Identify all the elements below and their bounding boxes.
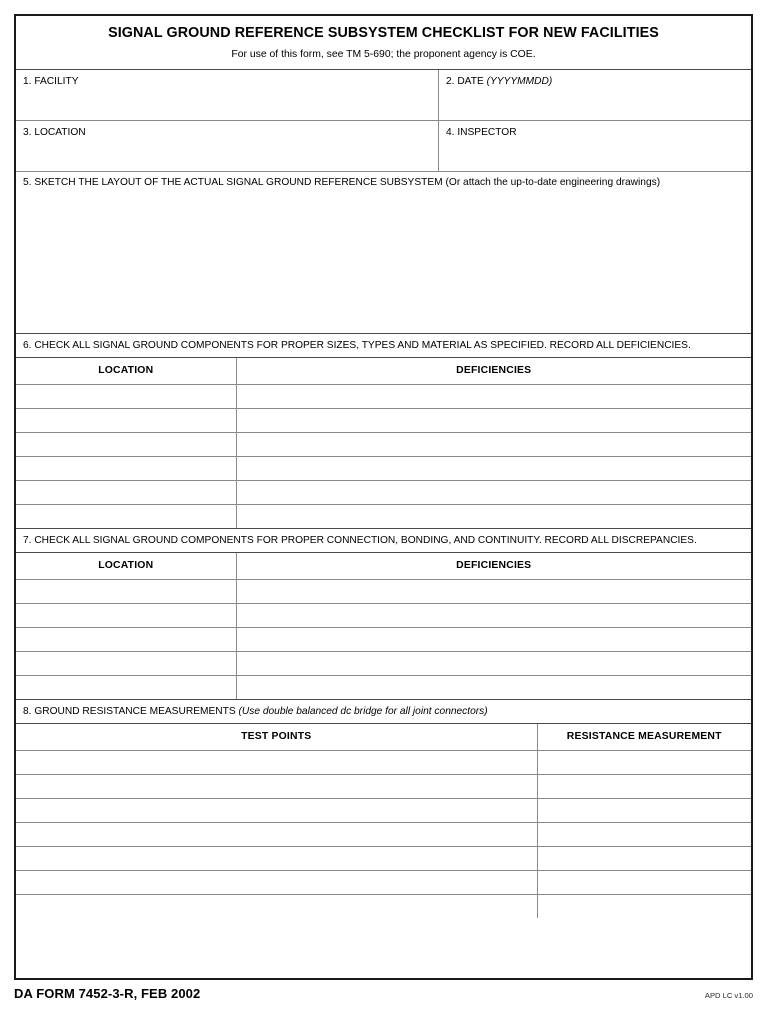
field-inspector[interactable] <box>439 121 751 171</box>
cell-location[interactable] <box>16 579 236 603</box>
cell-deficiencies[interactable] <box>236 603 751 627</box>
cell-test-points[interactable] <box>16 870 537 894</box>
identity-row-1 <box>16 70 751 121</box>
cell-location[interactable] <box>16 504 236 528</box>
form-identifier: DA FORM 7452-3-R, FEB 2002 <box>14 986 201 1001</box>
table-row <box>16 579 751 603</box>
table-row <box>16 480 751 504</box>
table-row <box>16 675 751 699</box>
section-6-table <box>16 358 751 528</box>
section-8-instruction <box>16 700 751 724</box>
cell-resistance[interactable] <box>537 774 751 798</box>
section-8-table-wrap <box>16 724 751 918</box>
column-header-test-points: TEST POINTS <box>16 724 537 751</box>
section-6-table-wrap <box>16 358 751 529</box>
cell-resistance[interactable] <box>537 750 751 774</box>
cell-location[interactable] <box>16 432 236 456</box>
form-subtitle: For use of this form, see TM 5-690; the proponent agency is COE. <box>231 49 536 61</box>
table-row <box>16 798 751 822</box>
section-7-table <box>16 553 751 699</box>
section-5-hint: (Or attach the up-to-date engineering drawings) <box>445 176 661 188</box>
table-header-row <box>16 358 751 385</box>
cell-resistance[interactable] <box>537 870 751 894</box>
page-title: SIGNAL GROUND REFERENCE SUBSYSTEM CHECKLIST FOR NEW FACILITIES <box>108 25 659 41</box>
cell-deficiencies[interactable] <box>236 480 751 504</box>
table-row <box>16 774 751 798</box>
column-header-deficiencies: DEFICIENCIES <box>456 365 532 377</box>
cell-deficiencies[interactable] <box>236 651 751 675</box>
section-7-table-wrap <box>16 553 751 700</box>
table-row <box>16 432 751 456</box>
table-row <box>16 822 751 846</box>
column-header-location: LOCATION <box>16 358 236 385</box>
cell-test-points[interactable] <box>16 750 537 774</box>
table-row <box>16 750 751 774</box>
section-5-label-text: 5. SKETCH THE LAYOUT OF THE ACTUAL SIGNAL GROUND REFERENCE SUBSYSTEM <box>23 176 446 188</box>
field-date[interactable] <box>439 70 751 120</box>
table-row <box>16 603 751 627</box>
field-location[interactable] <box>16 121 439 171</box>
table-row <box>16 384 751 408</box>
title-block <box>16 16 751 70</box>
cell-location[interactable] <box>16 480 236 504</box>
cell-test-points[interactable] <box>16 822 537 846</box>
cell-test-points[interactable] <box>16 774 537 798</box>
cell-deficiencies[interactable] <box>236 504 751 528</box>
field-facility[interactable] <box>16 70 439 120</box>
sketch-drawing-area[interactable] <box>16 192 751 334</box>
cell-deficiencies[interactable] <box>236 579 751 603</box>
section-8-hint: (Use double balanced dc bridge for all joint connectors) <box>238 705 488 717</box>
cell-resistance[interactable] <box>537 798 751 822</box>
field-location-label: 3. LOCATION <box>23 126 86 138</box>
cell-resistance[interactable] <box>537 822 751 846</box>
table-row <box>16 456 751 480</box>
field-date-label-text: 2. DATE <box>446 75 487 87</box>
field-date-format-hint: (YYYYMMDD) <box>486 75 553 87</box>
software-tag: APD LC v1.00 <box>704 991 753 1000</box>
cell-location[interactable] <box>16 384 236 408</box>
cell-location[interactable] <box>16 651 236 675</box>
table-row <box>16 870 751 894</box>
cell-test-points[interactable] <box>16 798 537 822</box>
cell-deficiencies[interactable] <box>236 627 751 651</box>
table-row <box>16 627 751 651</box>
section-8-table <box>16 724 751 918</box>
cell-deficiencies[interactable] <box>236 408 751 432</box>
cell-location[interactable] <box>16 408 236 432</box>
cell-deficiencies[interactable] <box>236 675 751 699</box>
table-header-row <box>16 724 751 751</box>
section-7-instruction: 7. CHECK ALL SIGNAL GROUND COMPONENTS FOR PROPER CONNECTION, BONDING, AND CONTINUITY. RECORD ALL DISCREPANCIES. <box>16 529 751 553</box>
table-row <box>16 651 751 675</box>
cell-deficiencies[interactable] <box>236 432 751 456</box>
cell-location[interactable] <box>16 675 236 699</box>
cell-deficiencies[interactable] <box>236 384 751 408</box>
column-header-deficiencies: DEFICIENCIES <box>456 560 532 572</box>
field-date-label <box>446 76 751 88</box>
table-header-row <box>16 553 751 580</box>
section-8-label-text: 8. GROUND RESISTANCE MEASUREMENTS <box>23 705 239 717</box>
form-footer <box>14 986 753 1006</box>
section-5-label <box>16 172 751 192</box>
cell-location[interactable] <box>16 456 236 480</box>
table-row <box>16 894 751 918</box>
cell-location[interactable] <box>16 603 236 627</box>
cell-resistance[interactable] <box>537 846 751 870</box>
form-frame <box>14 14 753 980</box>
table-row <box>16 504 751 528</box>
cell-test-points[interactable] <box>16 846 537 870</box>
column-header-location: LOCATION <box>16 553 236 580</box>
section-6-instruction: 6. CHECK ALL SIGNAL GROUND COMPONENTS FOR PROPER SIZES, TYPES AND MATERIAL AS SPECIFIED. RECORD ALL DEFICIENCIES. <box>16 334 751 358</box>
table-row <box>16 408 751 432</box>
cell-resistance[interactable] <box>537 894 751 918</box>
column-header-resistance-measurement: RESISTANCE MEASUREMENT <box>566 731 722 743</box>
field-inspector-label: 4. INSPECTOR <box>446 126 517 138</box>
table-row <box>16 846 751 870</box>
cell-location[interactable] <box>16 627 236 651</box>
identity-row-2 <box>16 121 751 172</box>
cell-deficiencies[interactable] <box>236 456 751 480</box>
field-facility-label: 1. FACILITY <box>23 75 79 87</box>
cell-test-points[interactable] <box>16 894 537 918</box>
